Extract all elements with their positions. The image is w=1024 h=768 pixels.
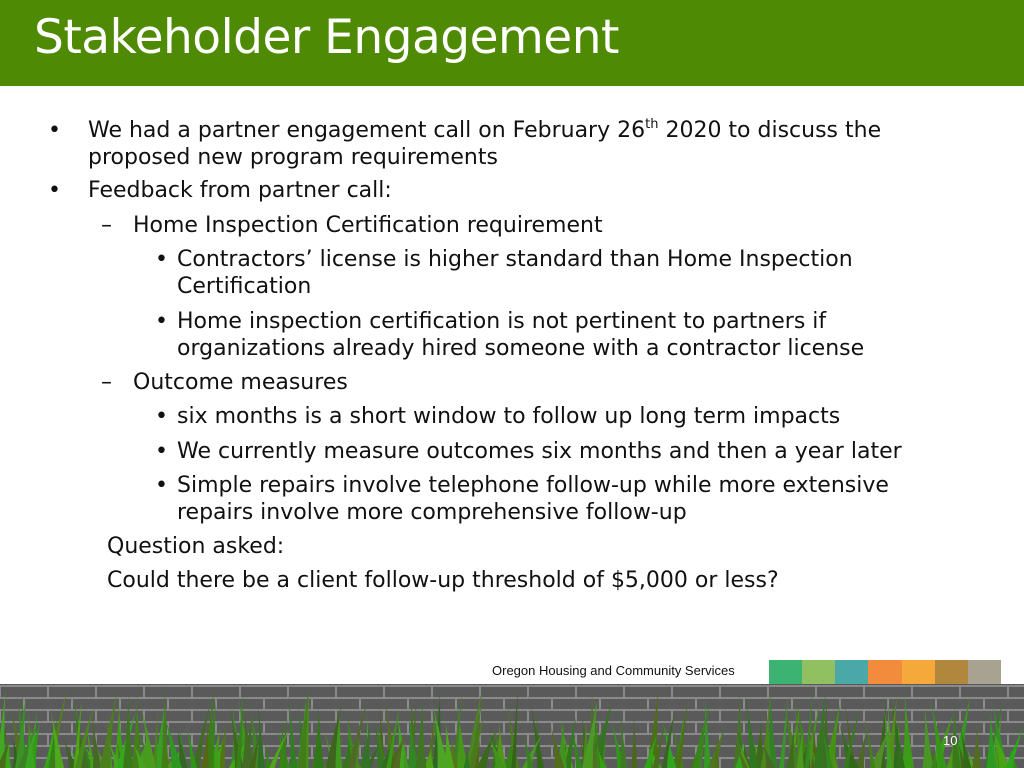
- bullet-marker: •: [155, 247, 168, 272]
- dash-marker: –: [101, 213, 112, 238]
- color-swatch-strip: [769, 660, 1001, 685]
- question-label: Question asked:: [107, 534, 285, 559]
- bullet-feedback: Feedback from partner call:: [88, 178, 392, 203]
- color-swatch: [968, 660, 1001, 685]
- bullet-marker: •: [155, 309, 168, 334]
- brick-wall-grass-banner: [0, 684, 1024, 768]
- item-six-months: six months is a short window to follow up long term impacts: [177, 404, 841, 429]
- slide-title: Stakeholder Engagement: [34, 10, 619, 65]
- color-swatch: [835, 660, 868, 685]
- item-simple-repairs: Simple repairs involve telephone follow-up while more extensive: [177, 473, 889, 498]
- item-simple-repairs-line2: repairs involve more comprehensive follow-up: [177, 500, 687, 525]
- organization-name: Oregon Housing and Community Services: [492, 663, 735, 678]
- bullet-partner-call: [88, 117, 998, 144]
- color-swatch: [902, 660, 935, 685]
- color-swatch: [802, 660, 835, 685]
- bullet-marker: •: [155, 439, 168, 464]
- bullet-text-cont: 2020 to discuss the: [658, 118, 882, 143]
- color-swatch: [868, 660, 901, 685]
- item-contractors-license-line2: Certification: [177, 274, 312, 299]
- sub-outcome-measures: Outcome measures: [133, 370, 348, 395]
- color-swatch: [769, 660, 802, 685]
- sub-home-inspection: Home Inspection Certification requirement: [133, 213, 603, 238]
- color-swatch: [935, 660, 968, 685]
- ordinal-suffix: th: [645, 117, 659, 132]
- item-certification-not-pertinent-line2: organizations already hired someone with a contractor license: [177, 336, 865, 361]
- bullet-marker: •: [155, 473, 168, 498]
- item-certification-not-pertinent: Home inspection certification is not pertinent to partners if: [177, 309, 827, 334]
- page-number: 10: [943, 733, 958, 748]
- item-contractors-license: Contractors’ license is higher standard than Home Inspection: [177, 247, 853, 272]
- bullet-marker: •: [48, 118, 61, 143]
- question-text: Could there be a client follow-up threshold of $5,000 or less?: [107, 568, 779, 593]
- bullet-marker: •: [48, 178, 61, 203]
- bullet-marker: •: [155, 404, 168, 429]
- dash-marker: –: [101, 370, 112, 395]
- bullet-text: We had a partner engagement call on February 26: [88, 118, 646, 143]
- bullet-partner-call-line2: proposed new program requirements: [88, 145, 498, 170]
- item-measure-outcomes: We currently measure outcomes six months and then a year later: [177, 439, 902, 464]
